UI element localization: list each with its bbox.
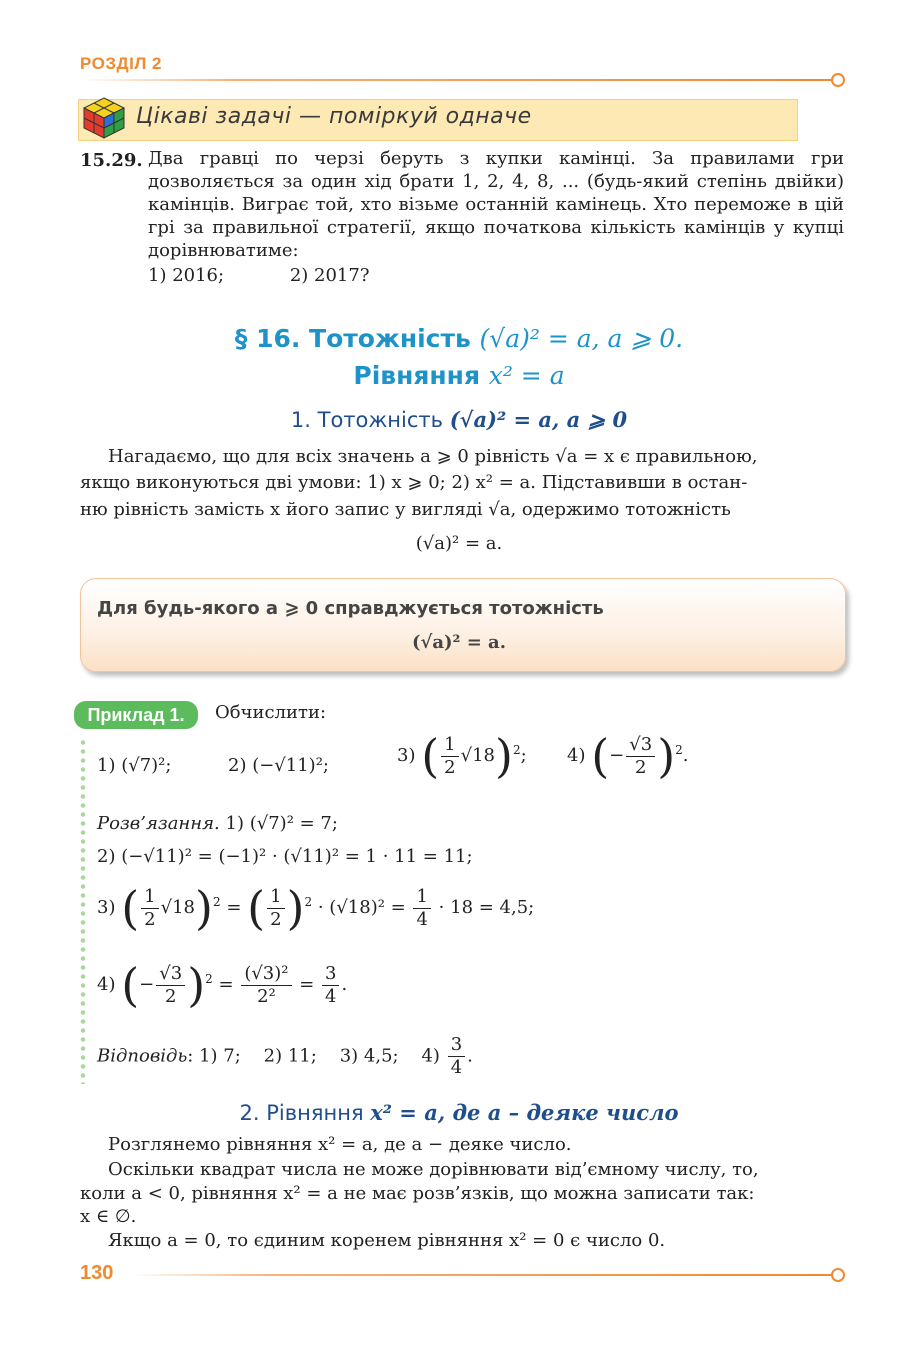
s3-end: · 18 = 4,5; [438, 897, 535, 918]
header-rule-dot [831, 73, 845, 87]
s3-f1-den: 2 [144, 908, 156, 930]
rule-box [80, 578, 846, 672]
intro-line-2: якщо виконуються дві умови: 1) x ⩾ 0; 2) x² = a. Підставивши в остан- [80, 472, 748, 493]
section-title-prefix: § 16. Тотожність [234, 324, 471, 353]
task-text: Два гравці по черзі беруть з купки камінці. За правилами гри дозволяється за один хід брати 1, 2, 4, 8, ... (будь-який степінь двійки) камінців. Виграє той, хто візьме останній камінець. Хто переможе в цій грі за правильної стратегії, якщо початкова кількість камінців у купці дорівнюватиме: [148, 148, 844, 261]
subsection-2-title [0, 1100, 918, 1125]
task-answers [148, 265, 429, 286]
sub2-p2a: Оскільки квадрат числа не може дорівнювати від’ємному числу, то, [108, 1159, 759, 1180]
answer-frac-num: 3 [448, 1034, 465, 1057]
example-item-2: 2) (−√11)²; [228, 755, 329, 776]
s4-num: √3 [156, 963, 185, 986]
example-item-3-label: 3) [397, 745, 416, 766]
s3-f3-den: 4 [416, 908, 428, 930]
item3-frac-num: 1 [441, 734, 458, 757]
footer-rule [130, 1274, 832, 1276]
s3-root: √18 [160, 897, 195, 918]
s4-f1-num: (√3)² [241, 963, 291, 986]
s4-den: 2 [165, 985, 177, 1007]
header-rule [80, 79, 832, 81]
sub2-p3: Якщо a = 0, то єдиним коренем рівняння x² = 0 є число 0. [108, 1230, 666, 1251]
sub1-title-math: (√a)² = a, a ⩾ 0 [449, 407, 628, 432]
s3-f1-num: 1 [141, 886, 158, 909]
item3-frac-den: 2 [444, 756, 456, 778]
solution-3: 3) ( $\frac{1}{2}$ √18)$^2$ = ( $\frac{1}{2}$ )$^2$ · (√18)² = $\frac{1}{4}$ · 18 = 4,5; [97, 881, 535, 935]
s4-f2-num: 3 [322, 963, 339, 986]
sub2-title-word: 2. Рівняння [239, 1101, 364, 1125]
section-title-math: (√a)² = a, a ⩾ 0. [479, 324, 684, 353]
s3-middle: · (√18)² = [317, 897, 406, 918]
s4-f1-den: 2² [257, 985, 276, 1007]
example-answer: Відповідь: 1) 7; 2) 11; 3) 4,5; 4) $\frac{3}{4}$ . [97, 1034, 473, 1078]
item4-frac-num: √3 [626, 734, 655, 757]
item4-frac-den: 2 [635, 756, 647, 778]
subsection-1-title [0, 407, 918, 432]
solution-1: 1) (√7)² = 7; [225, 813, 338, 834]
sub2-p1: Розглянемо рівняння x² = a, де a − деяке число. [108, 1134, 572, 1155]
task-answer-2: 2) 2017? [289, 265, 370, 286]
footer-rule-dot [831, 1268, 845, 1282]
answer-label: Відповідь [97, 1045, 188, 1067]
example-item-3: 3) ( $\frac{1}{2}$ √18)$^2$; [397, 729, 527, 783]
sub2-p2c: x ∈ ∅. [80, 1206, 137, 1227]
example-item-4: 4) (− $\frac{√3}{2}$ )$^2$. [567, 729, 689, 783]
s3-f2-num: 1 [267, 886, 284, 909]
intro-line-3: ню рівність замість x його запис у вигляді √a, одержимо тотожність [80, 499, 731, 520]
solution-4: 4) (− $\frac{√3}{2}$ )$^2$ = $\frac{\text{(√3)²}}{\text{2²}}$ = $\frac{3}{4}$ . [97, 958, 348, 1012]
answer-text: : 1) 7; 2) 11; 3) 4,5; 4) [187, 1045, 440, 1067]
sub2-p2b: коли a < 0, рівняння x² = a не має розв’язків, що можна записати так: [80, 1183, 755, 1204]
solution-line-1 [97, 813, 338, 834]
answer-frac-den: 4 [450, 1057, 463, 1078]
s3-f3-num: 1 [413, 886, 430, 909]
banner-title: Цікаві задачі — поміркуй одначе [136, 104, 532, 129]
item3-root: √18 [460, 745, 495, 766]
intro-line-1: Нагадаємо, що для всіх значень a ⩾ 0 рівність √a = x є правильною, [108, 446, 758, 467]
solution-label: Розв’язання. [97, 813, 220, 834]
sub1-title-word: 1. Тотожність [290, 408, 444, 432]
page-number: 130 [80, 1262, 114, 1284]
example-title: Обчислити: [215, 702, 327, 723]
rule-formula: (√a)² = a. [412, 632, 506, 653]
solution-2: 2) (−√11)² = (−1)² · (√11)² = 1 · 11 = 11; [97, 846, 473, 867]
example-badge: Приклад 1. [74, 701, 198, 729]
solution-4-label: 4) [97, 974, 116, 995]
cube-icon [80, 96, 128, 140]
section-title-line2 [0, 361, 918, 390]
intro-formula: (√a)² = a. [415, 533, 503, 554]
example-item-4-label: 4) [567, 745, 586, 766]
task-answer-1: 1) 2016; [148, 265, 225, 286]
example-dotted-margin [80, 738, 86, 1084]
section-title [0, 324, 918, 353]
solution-3-label: 3) [97, 897, 116, 918]
s4-f2-den: 4 [325, 985, 337, 1007]
section-title2-math: x² = a [488, 361, 565, 390]
section-label: РОЗДІЛ 2 [80, 54, 162, 73]
s3-f2-den: 2 [270, 908, 282, 930]
task-number: 15.29. [80, 150, 143, 171]
example-item-1: 1) (√7)²; [97, 755, 172, 776]
rule-text: Для будь-якого a ⩾ 0 справджується тотожність [97, 598, 604, 619]
section-title2-word: Рівняння [353, 361, 481, 390]
sub2-title-math: x² = a, де a – деяке число [370, 1100, 679, 1125]
